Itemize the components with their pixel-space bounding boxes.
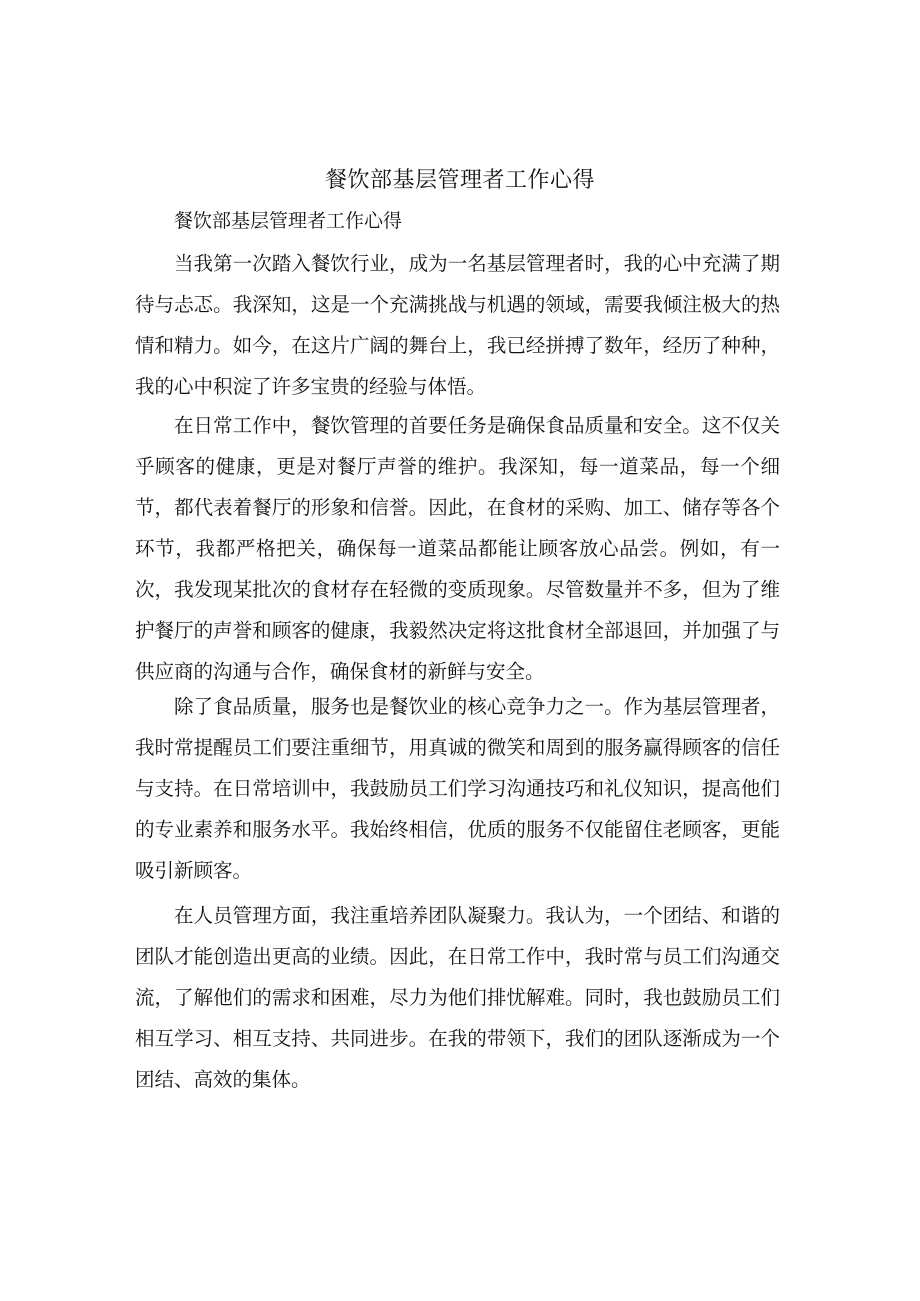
paragraph-2: 在日常工作中，餐饮管理的首要任务是确保食品质量和安全。这不仅关乎顾客的健康，更是对餐厅声誉的维护。我深知，每一道菜品，每一个细节，都代表着餐厅的形象和信誉。因此，在食材的采购、加工、储存等各个环节，我都严格把关，确保每一道菜品都能让顾客放心品尝。例如，有一次，我发现某批次的食材存在轻微的变质现象。尽管数量并不多，但为了维护餐厅的声誉和顾客的健康，我毅然决定将这批食材全部退回，并加强了与供应商的沟通与合作，确保食材的新鲜与安全。: [135, 414, 780, 683]
paragraph-1: 当我第一次踏入餐饮行业，成为一名基层管理者时，我的心中充满了期待与忐忑。我深知，这是一个充满挑战与机遇的领域，需要我倾注极大的热情和精力。如今，在这片广阔的舞台上，我已经拼搏了数年，经历了种种，我的心中积淀了许多宝贵的经验与体悟。: [135, 252, 780, 398]
paragraph-3: 除了食品质量，服务也是餐饮业的核心竞争力之一。作为基层管理者，我时常提醒员工们要注重细节，用真诚的微笑和周到的服务赢得顾客的信任与支持。在日常培训中，我鼓励员工们学习沟通技巧和礼仪知识，提高他们的专业素养和服务水平。我始终相信，优质的服务不仅能留住老顾客，更能吸引新顾客。: [135, 695, 780, 882]
document-subtitle: 餐饮部基层管理者工作心得: [174, 210, 403, 232]
paragraph-4: 在人员管理方面，我注重培养团队凝聚力。我认为，一个团结、和谐的团队才能创造出更高的业绩。因此，在日常工作中，我时常与员工们沟通交流，了解他们的需求和困难，尽力为他们排忧解难。同时，我也鼓励员工们相互学习、相互支持、共同进步。在我的带领下，我们的团队逐渐成为一个团结、高效的集体。: [135, 904, 780, 1091]
document-title: 餐饮部基层管理者工作心得: [324, 168, 595, 193]
